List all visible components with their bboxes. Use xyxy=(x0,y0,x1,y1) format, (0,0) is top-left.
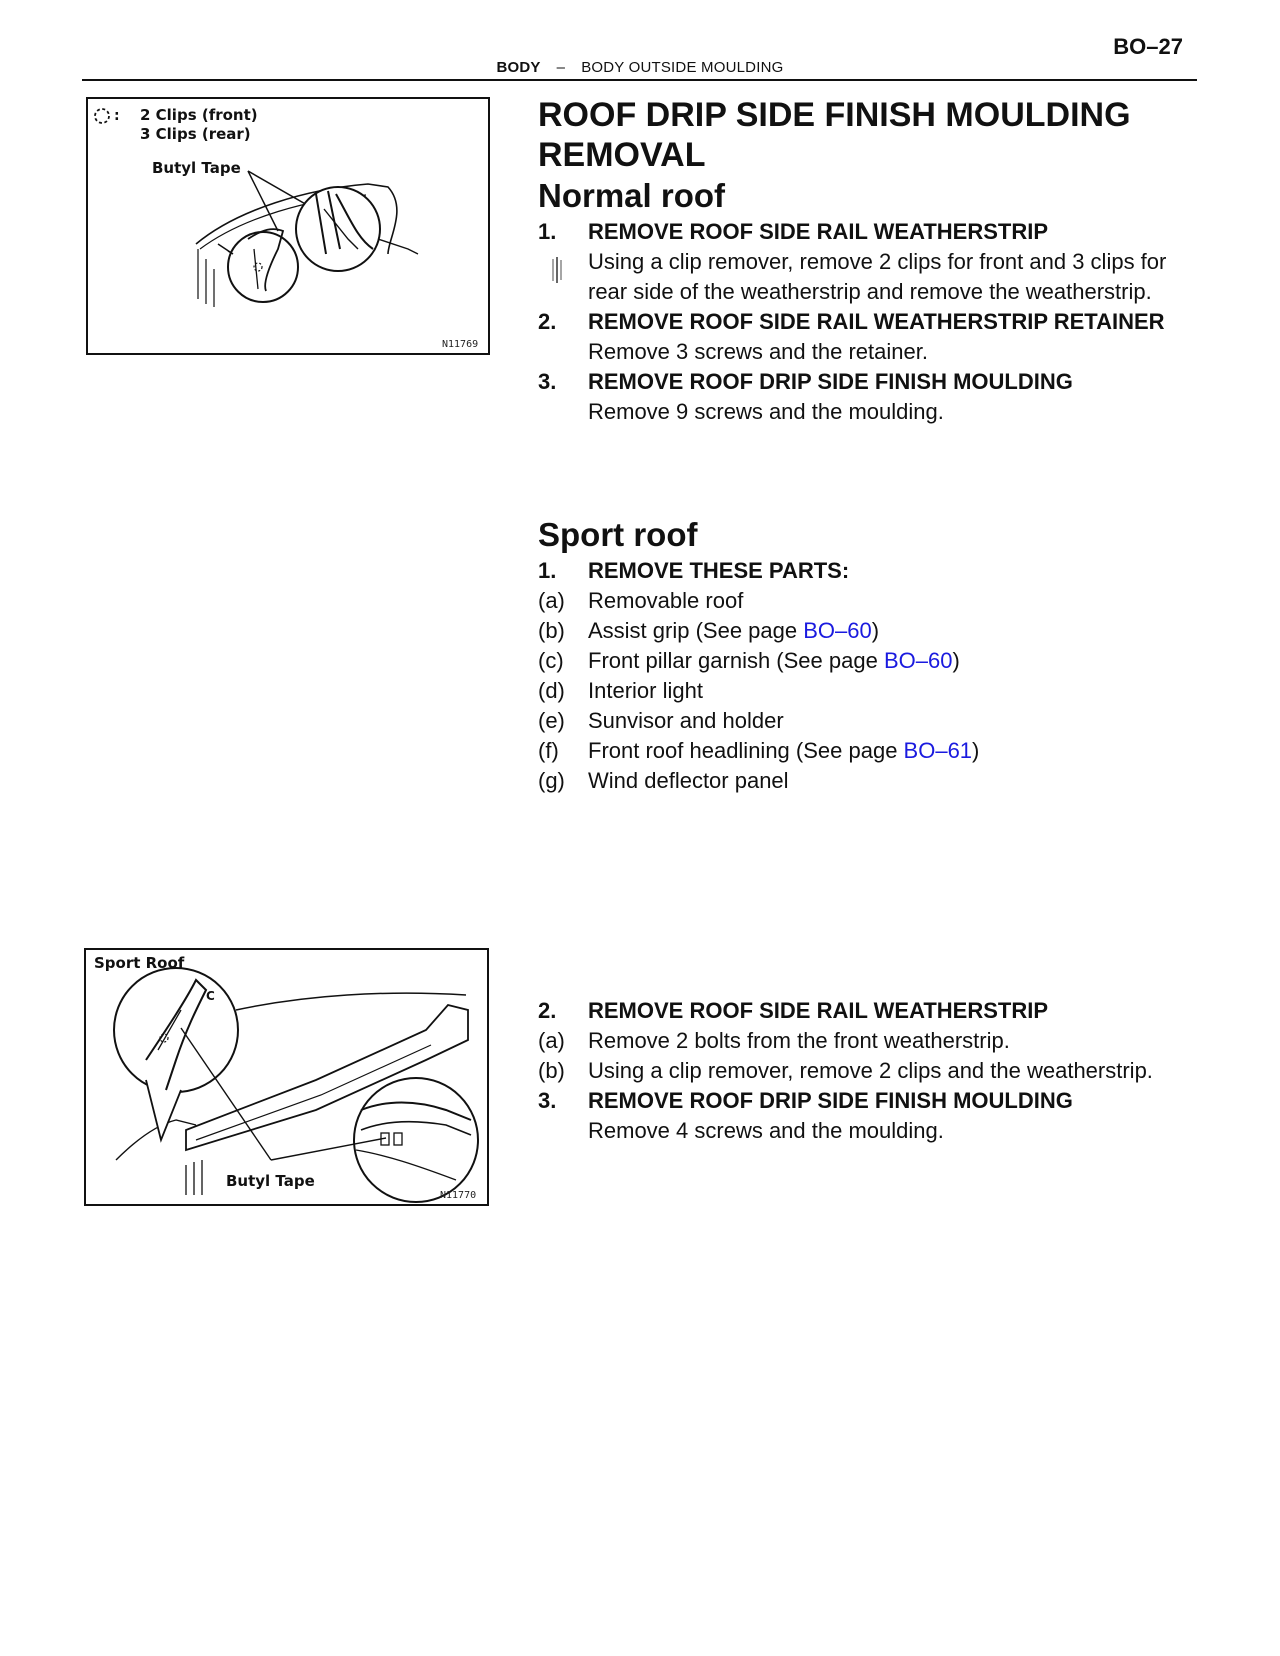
sport-roof-steps-column xyxy=(538,996,1208,1146)
legend-line-2: 3 Clips (rear) xyxy=(140,125,251,143)
legend-colon: : xyxy=(114,108,120,124)
sport-step-2-item: (a) Remove 2 bolts from the front weatherstrip. xyxy=(538,1028,1010,1053)
part-item: (b) Assist grip (See page BO–60) xyxy=(538,618,880,643)
sport-step-3-text: Remove 4 screws and the moulding. xyxy=(588,1118,944,1143)
sport-roof-column xyxy=(538,514,1208,796)
normal-step-1: 1. REMOVE ROOF SIDE RAIL WEATHERSTRIP xyxy=(538,219,1048,244)
normal-step-2: 2. REMOVE ROOF SIDE RAIL WEATHERSTRIP RETAINER xyxy=(538,309,1165,334)
part-item: (d) Interior light xyxy=(538,678,703,703)
figure-code: N11769 xyxy=(442,339,479,350)
figure-normal-roof xyxy=(86,97,490,355)
butyl-tape-callout: Butyl Tape xyxy=(152,159,241,177)
title-line-2: REMOVAL xyxy=(538,136,706,174)
normal-roof-illustration xyxy=(88,99,488,353)
part-item: (e) Sunvisor and holder xyxy=(538,708,784,733)
section-name: BODY xyxy=(496,59,541,76)
figure-title: Sport Roof xyxy=(94,954,185,972)
svg-text:C: C xyxy=(206,989,215,1003)
normal-step-1-text: Using a clip remover, remove 2 clips for front and 3 clips for rear side of the weatherstrip and remove the weatherstrip. xyxy=(538,247,1208,307)
clip-symbol-icon xyxy=(95,109,109,123)
legend-line-1: 2 Clips (front) xyxy=(140,106,258,124)
pencil-marker-icon xyxy=(550,257,564,283)
running-header xyxy=(0,59,1280,76)
zoom-circle-front xyxy=(228,232,298,302)
page-title xyxy=(538,95,1208,175)
zoom-circle-left xyxy=(114,968,238,1092)
part-item: (a) Removable roof xyxy=(538,588,744,613)
heading-sport-roof: Sport roof xyxy=(538,516,698,553)
subsection-name: BODY OUTSIDE MOULDING xyxy=(581,59,784,76)
part-item: (g) Wind deflector panel xyxy=(538,768,789,793)
part-item: (f) Front roof headlining (See page BO–61) xyxy=(538,738,980,763)
normal-step-3: 3. REMOVE ROOF DRIP SIDE FINISH MOULDING xyxy=(538,369,1073,394)
butyl-tape-callout-2: Butyl Tape xyxy=(226,1172,315,1190)
sport-step-2: 2. REMOVE ROOF SIDE RAIL WEATHERSTRIP xyxy=(538,998,1048,1023)
page-link-bo60[interactable]: BO–60 xyxy=(803,618,872,643)
part-item: (c) Front pillar garnish (See page BO–60) xyxy=(538,648,960,673)
header-separator: – xyxy=(556,59,566,76)
normal-step-3-text: Remove 9 screws and the moulding. xyxy=(588,399,944,424)
heading-normal-roof: Normal roof xyxy=(538,177,726,214)
sport-step-3: 3. REMOVE ROOF DRIP SIDE FINISH MOULDING xyxy=(538,1088,1073,1113)
header-rule xyxy=(82,79,1197,81)
main-text-column xyxy=(538,95,1208,427)
figure-sport-roof xyxy=(84,948,489,1206)
title-line-1: ROOF DRIP SIDE FINISH MOULDING xyxy=(538,96,1131,134)
page-number: BO–27 xyxy=(1113,34,1183,59)
sport-step-2-item: (b) Using a clip remover, remove 2 clips and the weatherstrip. xyxy=(538,1058,1153,1083)
sport-roof-illustration xyxy=(86,950,487,1204)
figure-code-2: N11770 xyxy=(440,1190,477,1201)
normal-step-2-text: Remove 3 screws and the retainer. xyxy=(588,339,928,364)
page-link-bo60[interactable]: BO–60 xyxy=(883,648,953,673)
page-link-bo61[interactable]: BO–61 xyxy=(903,738,973,763)
sport-step-1: 1. REMOVE THESE PARTS: xyxy=(538,558,850,583)
